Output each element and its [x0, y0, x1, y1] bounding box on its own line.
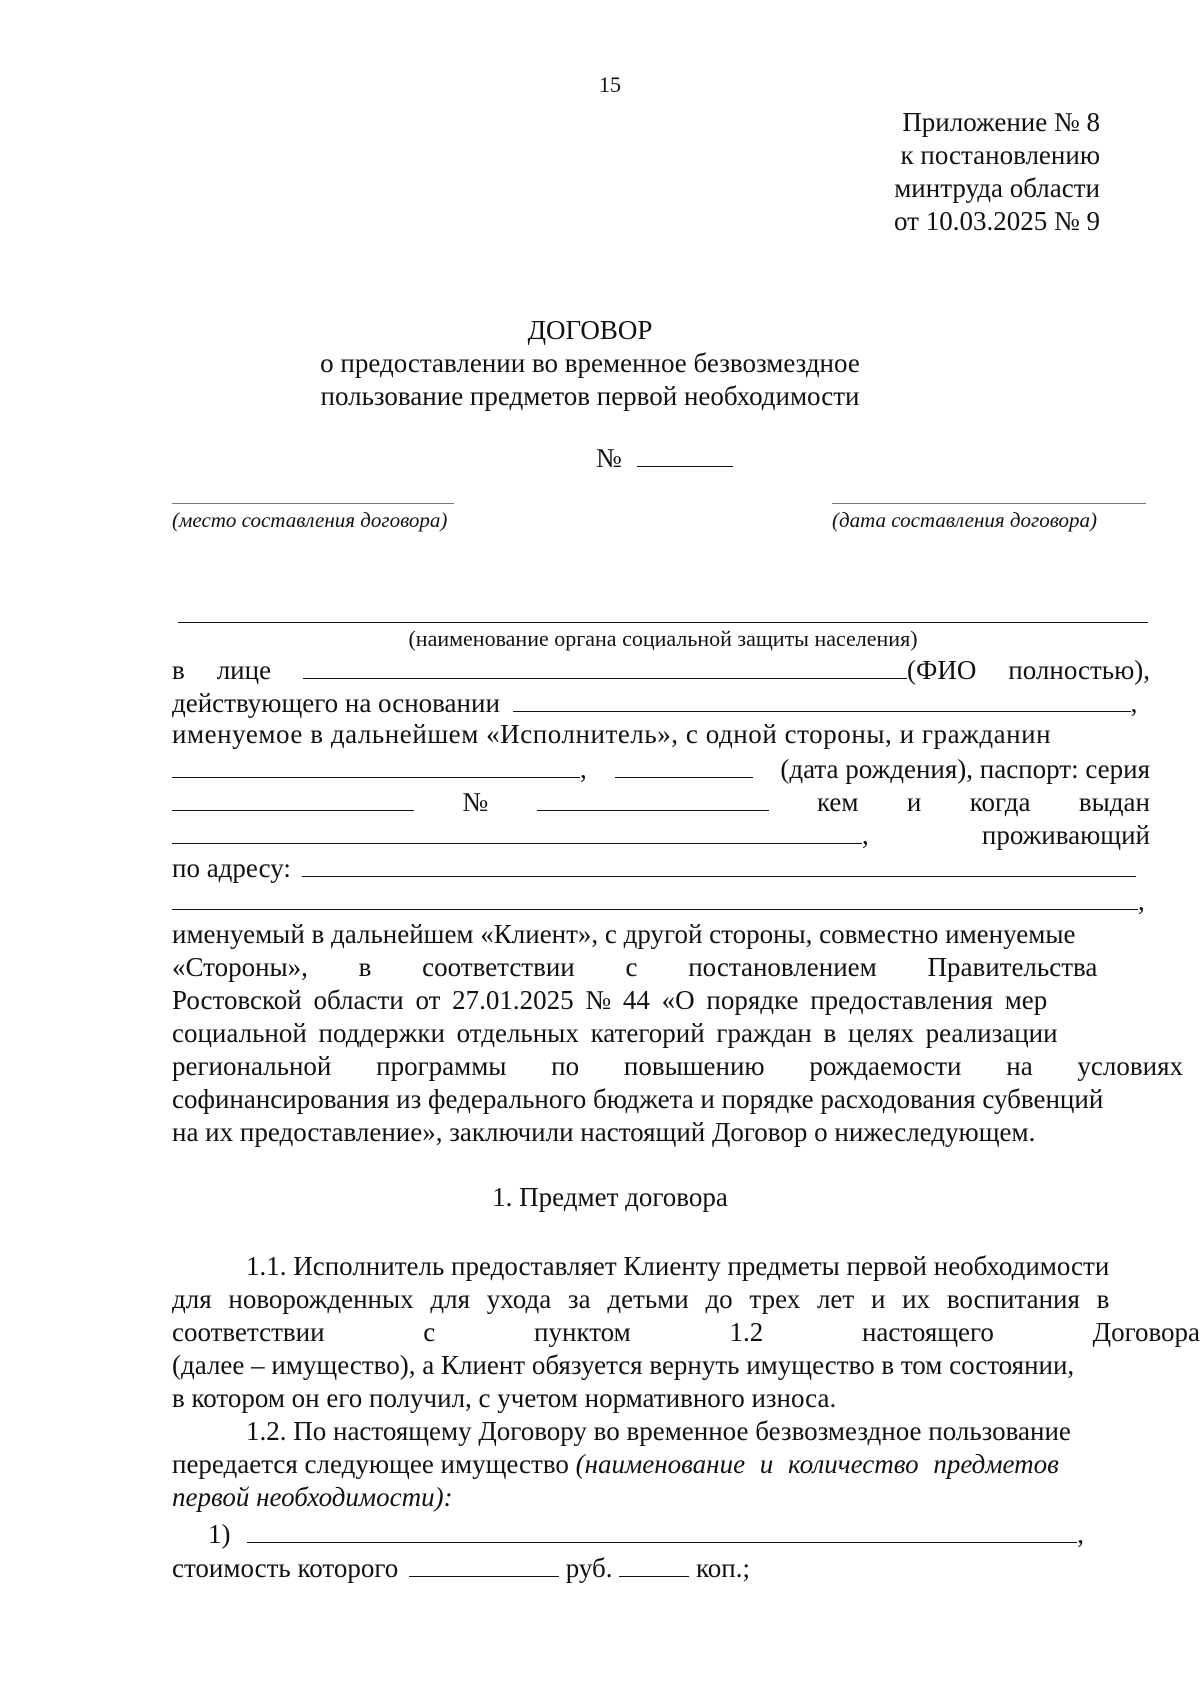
text: ,: [1130, 688, 1138, 718]
cost-kop-field[interactable]: [619, 1550, 689, 1577]
contract-number: [596, 440, 733, 474]
citizen-line: [172, 751, 1150, 785]
text: полностью),: [1008, 655, 1150, 685]
text: ,: [1077, 1519, 1084, 1549]
text: лице: [216, 655, 272, 685]
representative-line: [172, 652, 1150, 686]
paragraph-line: Ростовской области от 27.01.2025 № 44 «О порядке предоставления мер: [172, 985, 1048, 1015]
document-title: [170, 314, 1010, 413]
passport-number-field[interactable]: [537, 784, 769, 811]
text: выдан: [1078, 787, 1150, 817]
citizen-name-field[interactable]: [172, 751, 580, 778]
text: когда: [969, 787, 1031, 817]
text: по адресу:: [172, 853, 291, 883]
passport-issued-field[interactable]: [172, 817, 862, 844]
place-field[interactable]: [172, 503, 454, 504]
appendix-line: Приложение № 8: [902, 107, 1100, 137]
item-name-field[interactable]: [247, 1516, 1077, 1543]
paragraph-line: 1.2. По настоящему Договору во временное безвозмездное пользование: [246, 1416, 1071, 1446]
title-main: ДОГОВОР: [527, 315, 653, 345]
text: ,: [862, 820, 869, 850]
place-caption: (место составления договора): [172, 508, 448, 532]
text: руб.: [565, 1553, 613, 1583]
text: стоимость которого: [172, 1553, 399, 1583]
address-field[interactable]: [302, 850, 1136, 877]
paragraph-line: на их предоставление», заключили настоящий Договор о нижеследующем.: [172, 1117, 1036, 1147]
text: (дата рождения), паспорт: серия: [780, 754, 1150, 784]
passport-line: [172, 784, 1150, 818]
address-line: [172, 850, 1150, 884]
text: ,: [1138, 886, 1145, 916]
fio-field[interactable]: [303, 652, 907, 679]
item-line: [208, 1516, 1150, 1550]
paragraph-line: [172, 1448, 1150, 1480]
issued-line: [172, 817, 1150, 851]
text: (наименование и количество предметов: [575, 1449, 1059, 1479]
basis-line: [172, 685, 1150, 719]
text: коп.;: [696, 1553, 750, 1583]
appendix-line: минтруда области: [894, 173, 1100, 203]
appendix-block: [860, 106, 1100, 238]
cost-line: [172, 1550, 1150, 1584]
organization-field[interactable]: [178, 622, 1148, 623]
text: проживающий: [981, 820, 1150, 850]
contract-number-field[interactable]: [637, 440, 733, 467]
appendix-line: к постановлению: [900, 140, 1100, 170]
paragraph-line: [172, 918, 1150, 950]
appendix-line: от 10.03.2025 № 9: [894, 206, 1100, 236]
paragraph-line: в котором он его получил, с учетом нормативного износа.: [172, 1383, 837, 1413]
passport-series-field[interactable]: [172, 784, 414, 811]
paragraph-line: социальной поддержки отдельных категорий граждан в целях реализации: [172, 1018, 1058, 1048]
text: именуемый в дальнейшем «Клиент», с другой стороны, совместно именуемые: [172, 919, 1076, 949]
text: действующего на основании: [172, 688, 500, 718]
paragraph-line: для новорожденных для ухода за детьми до трех лет и их воспитания в: [172, 1284, 1110, 1314]
paragraph-line: софинансирования из федерального бюджета и порядке расходования субвенций: [172, 1084, 1104, 1114]
date-caption: (дата составления договора): [832, 508, 1098, 532]
text: кем: [816, 787, 859, 817]
page-number: 15: [599, 72, 621, 97]
birth-date-field[interactable]: [615, 751, 753, 778]
title-sub: пользование предметов первой необходимости: [320, 381, 860, 411]
text: в: [172, 655, 185, 685]
text: №: [462, 787, 489, 817]
text: (ФИО: [907, 655, 977, 685]
organization-caption: (наименование органа социальной защиты населения): [408, 626, 918, 651]
date-field[interactable]: [832, 503, 1146, 504]
section-heading: 1. Предмет договора: [492, 1182, 728, 1212]
paragraph-line: соответствии с пунктом 1.2 настоящего Договора: [172, 1317, 1200, 1347]
title-sub: о предоставлении во временное безвозмездное: [320, 348, 860, 378]
basis-field[interactable]: [513, 685, 1131, 712]
number-sign: №: [596, 443, 622, 473]
text: и: [906, 787, 922, 817]
address-field-2[interactable]: [172, 883, 1138, 910]
text: ,: [580, 754, 587, 784]
text: передается следующее имущество: [172, 1449, 569, 1479]
cost-rub-field[interactable]: [409, 1550, 559, 1577]
paragraph-line: (далее – имущество), а Клиент обязуется вернуть имущество в том состоянии,: [172, 1350, 1075, 1380]
paragraph-line: первой необходимости):: [172, 1482, 453, 1512]
address-line-2: [172, 883, 1150, 917]
paragraph-line: «Стороны», в соответствии с постановлением Правительства: [172, 952, 1098, 982]
paragraph-line: 1.1. Исполнитель предоставляет Клиенту предметы первой необходимости: [246, 1251, 1110, 1281]
paragraph-line: региональной программы по повышению рождаемости на условиях: [172, 1051, 1183, 1081]
executor-line: именуемое в дальнейшем «Исполнитель», с одной стороны, и гражданин: [172, 719, 1052, 749]
text: 1): [208, 1519, 231, 1549]
